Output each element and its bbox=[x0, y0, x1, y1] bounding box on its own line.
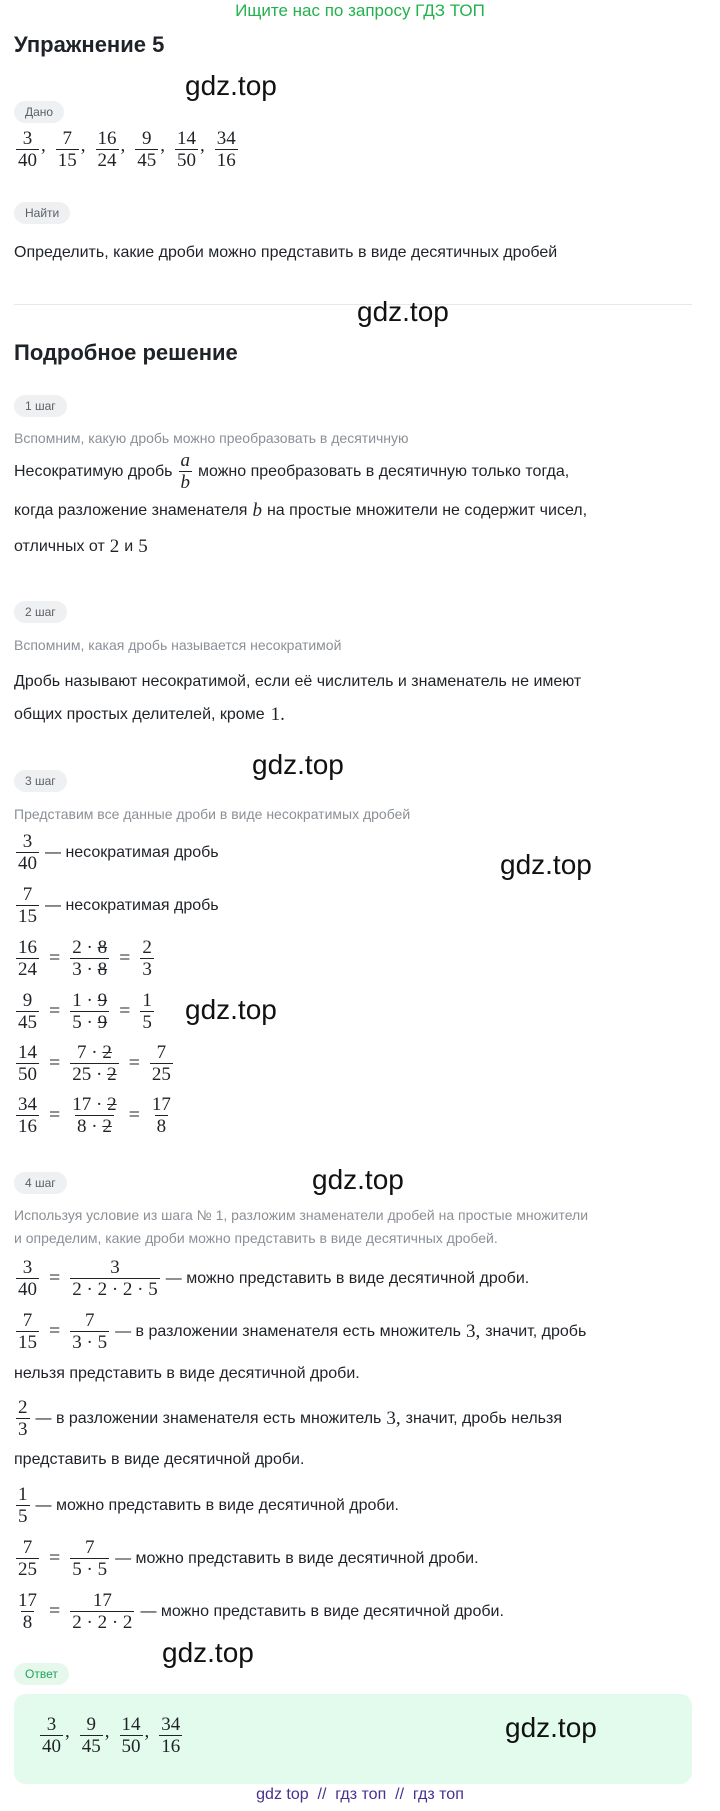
step4-tag: 4 шаг bbox=[14, 1172, 67, 1194]
step4-row3-cont: представить в виде десятичной дроби. bbox=[14, 1451, 305, 1468]
step1-line2: когда разложение знаменателя b на простые множители не содержит чисел, bbox=[14, 500, 588, 521]
step2-line2: общих простых делителей, кроме 1. bbox=[14, 704, 285, 725]
fraction: $\frac{34}{16}$ bbox=[216, 128, 236, 171]
solution-title: Подробное решение bbox=[14, 340, 238, 365]
step3-row-b: $\frac{7}{15}$ — несократимая дробь bbox=[18, 884, 219, 927]
find-tag: Найти bbox=[14, 202, 70, 224]
watermark: gdz.top bbox=[500, 849, 592, 880]
fraction: $\frac{3}{40}$ bbox=[18, 831, 37, 874]
footer-links[interactable]: gdz top // гдз топ // гдз топ bbox=[256, 1786, 464, 1803]
step1-line1: Несократимую дробь $\frac{a}{b}$ можно преобразовать в десятичную только тогда, bbox=[14, 450, 570, 493]
fraction: $\frac{3}{40}$ bbox=[42, 1714, 61, 1757]
step3-tag: 3 шаг bbox=[14, 770, 67, 792]
fraction: $\frac{14}{50}$ bbox=[121, 1714, 141, 1757]
step3-row-d: $\frac{9}{45}$ = $\frac{1 \cdot 9}{5 \cdot 9}$ = $\frac{1}{5}$ bbox=[18, 990, 152, 1033]
fraction: $\frac{a}{b}$ bbox=[180, 450, 190, 493]
step3-row-a: $\frac{3}{40}$ — несократимая дробь bbox=[18, 831, 219, 874]
step2-line1: Дробь называют несократимой, если её числитель и знаменатель не имеют bbox=[14, 673, 582, 690]
answer-fractions: $\frac{3}{40}$ , $\frac{9}{45}$ , $\frac{14}{50}$ , $\frac{34}{16}$ bbox=[42, 1714, 181, 1757]
step2-tag: 2 шаг bbox=[14, 601, 67, 623]
step4-hint1: Используя условие из шага № 1, разложим знаменатели дробей на простые множители bbox=[14, 1207, 589, 1223]
fraction: $\frac{34}{16}$ bbox=[161, 1714, 181, 1757]
divider bbox=[14, 304, 692, 305]
step4-row5: $\frac{7}{25}$ = $\frac{7}{5 \cdot 5}$ — можно представить в виде десятичной дроби. bbox=[18, 1537, 479, 1580]
fraction: $\frac{3}{40}$ bbox=[18, 128, 37, 171]
watermark: gdz.top bbox=[185, 70, 277, 101]
fraction: $\frac{7}{15}$ bbox=[57, 128, 77, 171]
step3-row-g: $\frac{34}{16}$ = $\frac{17 \cdot 2}{8 \cdot 2}$ = $\frac{17}{8}$ bbox=[18, 1094, 171, 1137]
top-banner[interactable]: Ищите нас по запросу ГДЗ ТОП bbox=[235, 1, 485, 20]
step3-hint: Представим все данные дроби в виде несократимых дробей bbox=[14, 806, 411, 822]
page-title: Упражнение 5 bbox=[14, 32, 165, 57]
step2-hint: Вспомним, какая дробь называется несократимой bbox=[14, 637, 342, 653]
step1-line3: отличных от 2 и 5 bbox=[14, 536, 148, 557]
watermark: gdz.top bbox=[162, 1637, 254, 1668]
step4-row1: $\frac{3}{40}$ = $\frac{3}{2 \cdot 2 \cdot 2 \cdot 5}$ — можно представить в виде десятичной дроби. bbox=[18, 1257, 530, 1300]
find-text: Определить, какие дроби можно представить в виде десятичных дробей bbox=[14, 244, 558, 261]
fraction: $\frac{14}{50}$ bbox=[177, 128, 196, 171]
watermark: gdz.top bbox=[185, 994, 277, 1025]
watermark: gdz.top bbox=[357, 296, 449, 327]
step4-row3: $\frac{2}{3}$ — в разложении знаменателя есть множитель 3, значит, дробь нельзя bbox=[18, 1397, 562, 1440]
step4-row6: $\frac{17}{8}$ = $\frac{17}{2 \cdot 2 \cdot 2}$ — можно представить в виде десятичной дроби. bbox=[18, 1590, 504, 1633]
watermark: gdz.top bbox=[252, 749, 344, 780]
step4-hint2: и определим, какие дроби можно представить в виде десятичных дробей. bbox=[14, 1230, 498, 1246]
fraction: $\frac{7}{15}$ bbox=[18, 884, 37, 927]
step4-row2-cont: нельзя представить в виде десятичной дроби. bbox=[14, 1365, 360, 1382]
step3-row-e: $\frac{14}{50}$ = $\frac{7 \cdot 2}{25 \cdot 2}$ = $\frac{7}{25}$ bbox=[18, 1042, 171, 1085]
fraction: $\frac{16}{24}$ bbox=[97, 128, 117, 171]
answer-tag: Ответ bbox=[14, 1663, 69, 1685]
step4-row2: $\frac{7}{15}$ = $\frac{7}{3 \cdot 5}$ — в разложении знаменателя есть множитель 3, значит, дробь bbox=[18, 1310, 587, 1353]
watermark: gdz.top bbox=[505, 1712, 597, 1743]
step1-tag: 1 шаг bbox=[14, 395, 67, 417]
fraction: $\frac{9}{45}$ bbox=[81, 1714, 101, 1757]
watermark: gdz.top bbox=[312, 1164, 404, 1195]
step3-row-c: $\frac{16}{24}$ = $\frac{2 \cdot 8}{3 \cdot 8}$ = $\frac{2}{3}$ bbox=[18, 937, 152, 980]
step1-hint: Вспомним, какую дробь можно преобразовать в десятичную bbox=[14, 430, 409, 446]
given-tag: Дано bbox=[14, 101, 64, 123]
given-fractions: $\frac{3}{40}$ , $\frac{7}{15}$ , $\frac{16}{24}$ , $\frac{9}{45}$ , $\frac{14}{50}$ , $\frac{34}{16}$ bbox=[18, 128, 236, 171]
step4-row4: $\frac{1}{5}$ — можно представить в виде десятичной дроби. bbox=[18, 1484, 399, 1527]
fraction: $\frac{9}{45}$ bbox=[137, 128, 157, 171]
